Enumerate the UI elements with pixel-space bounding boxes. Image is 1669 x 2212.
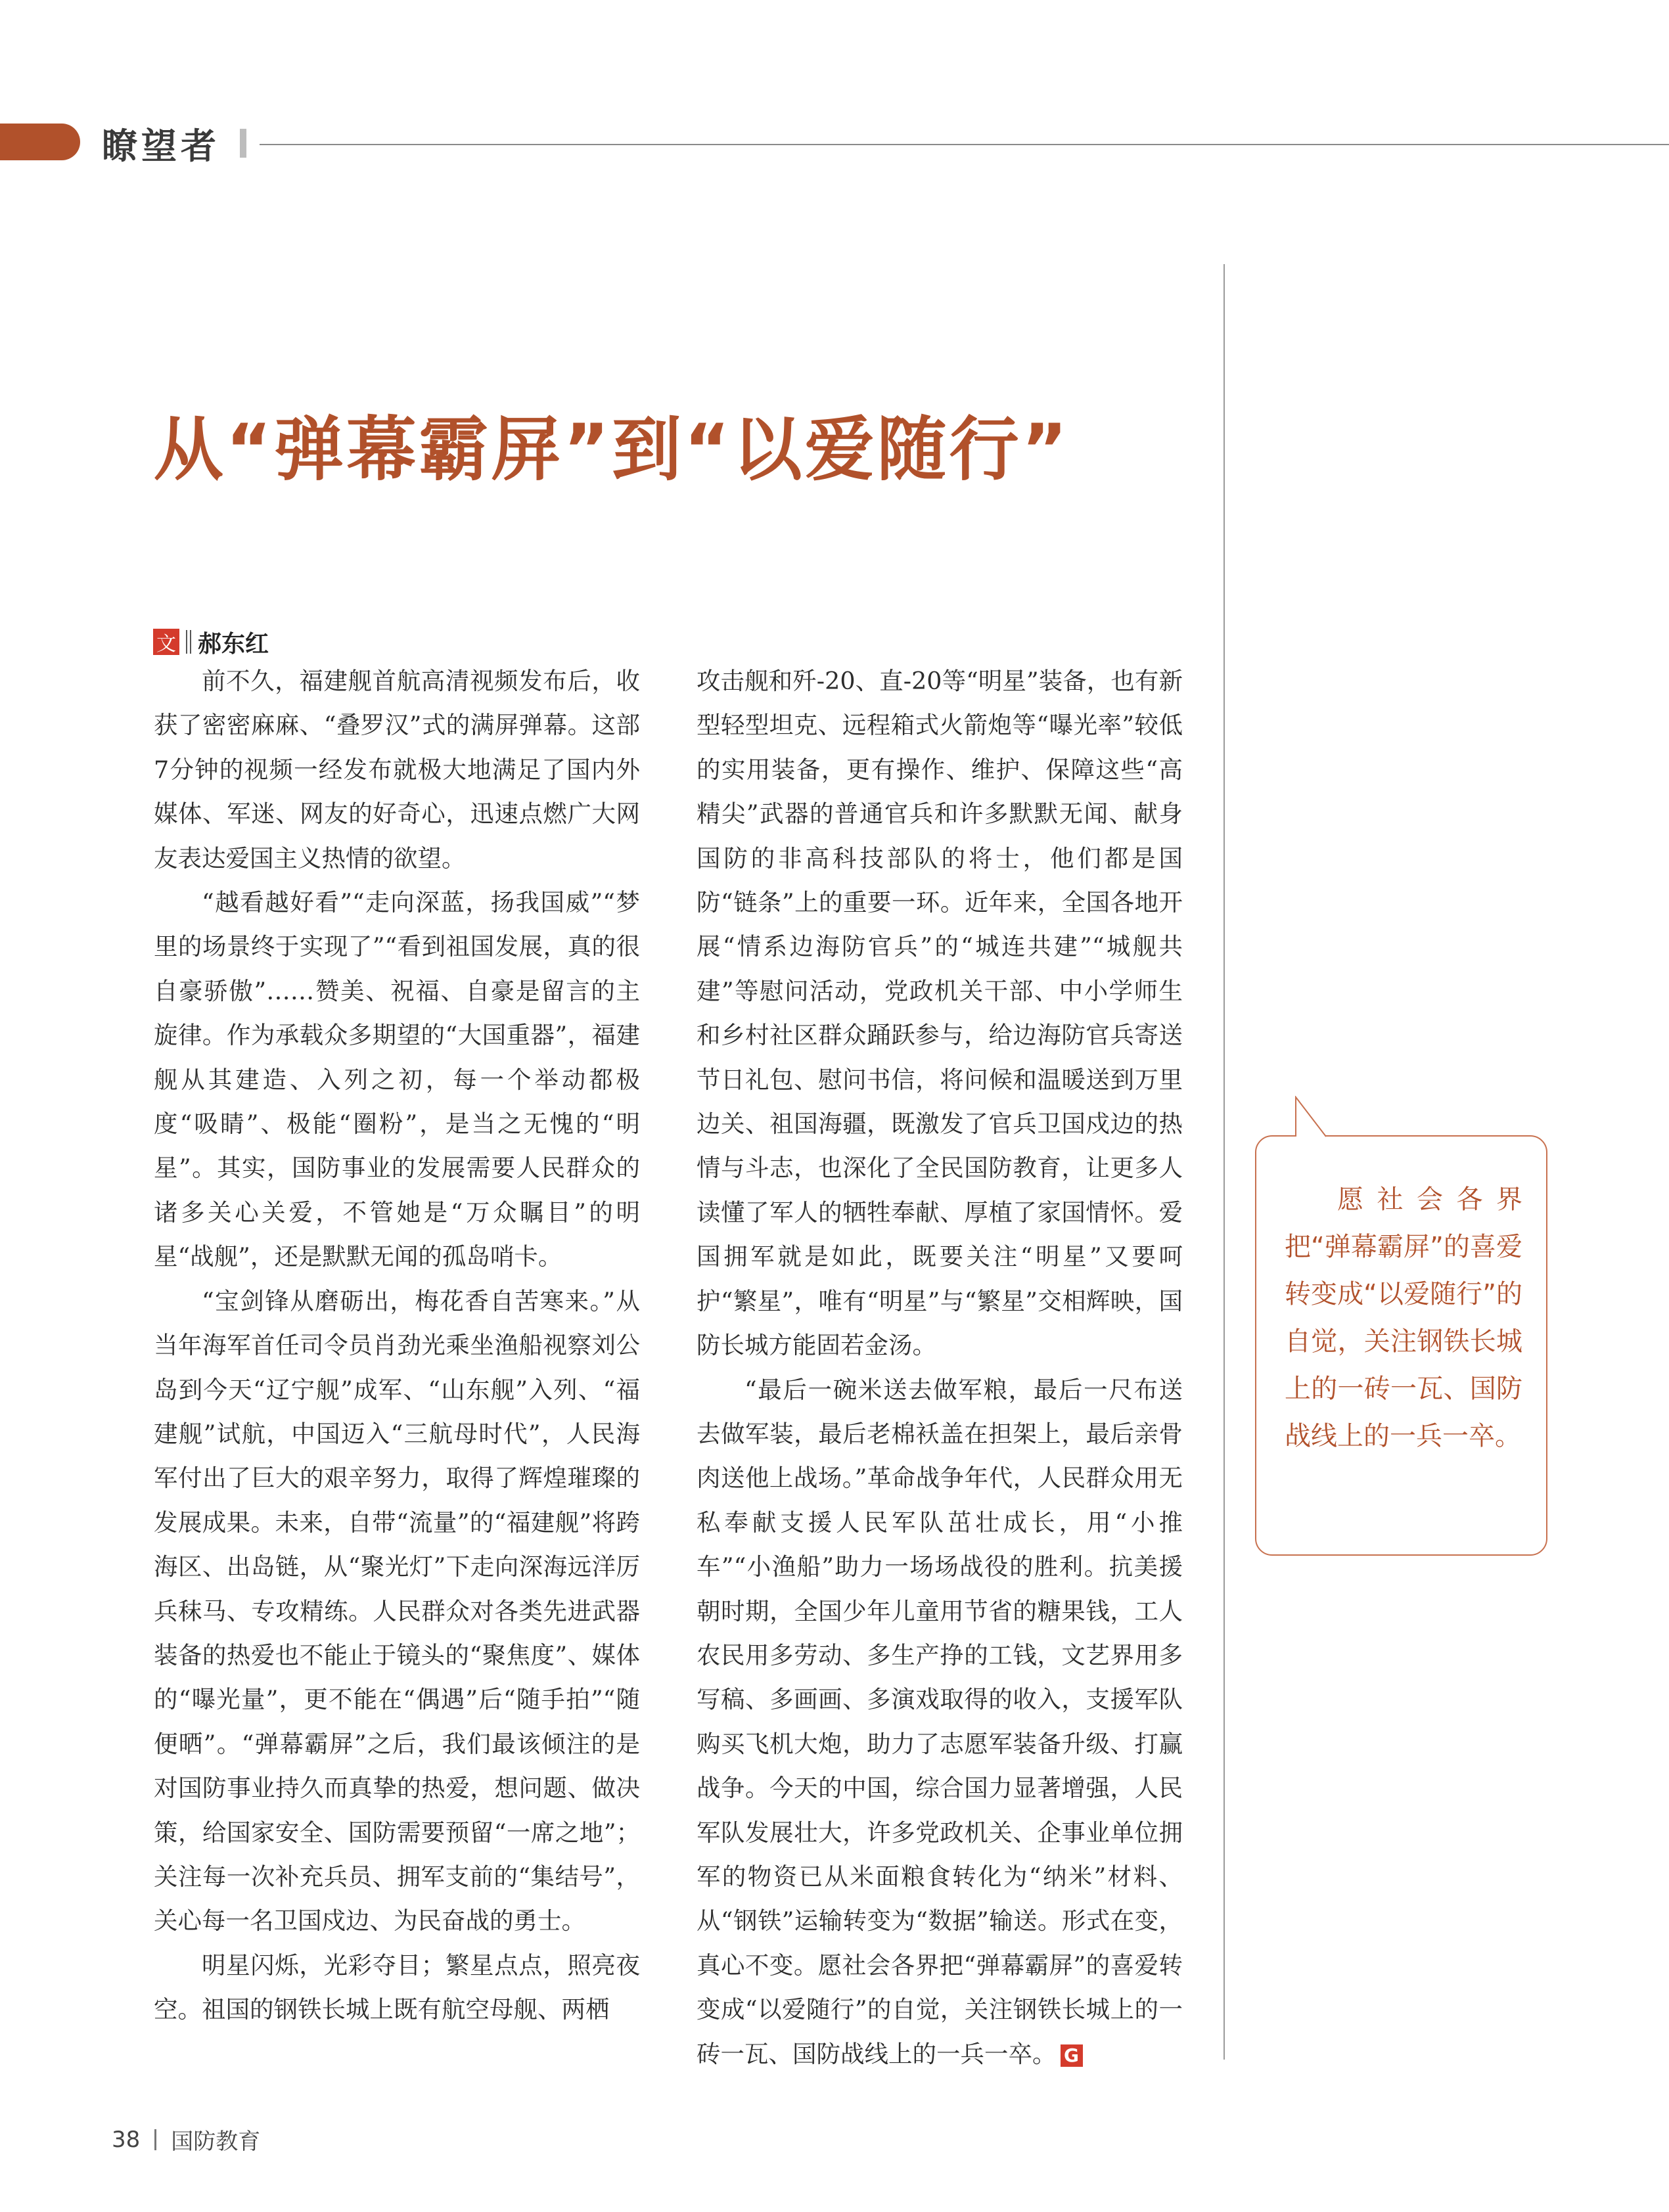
paragraph: 前不久，福建舰首航高清视频发布后，收获了密密麻麻、“叠罗汉”式的满屏弹幕。这部7分钟的视频一经发布就极大地满足了国内外媒体、军迷、网友的好奇心，迅速点燃广大网友表达爱国主义热情的欲望。 [154,667,640,872]
section-title: 瞭望者 [102,125,220,167]
paragraph-text: “最后一碗米送去做军粮，最后一尺布送去做军装，最后老棉袄盖在担架上，最后亲骨肉送他上战场。”革命战争年代，人民群众用无私奉献支援人民军队茁壮成长，用“小推车”“小渔船”助力一场场战役的胜利。抗美援朝时期，全国少年儿童用节省的糖果钱，工人农民用多劳动、多生产挣的工钱，文艺界用多写稿、多画画、多演戏取得的收入，支援军队购买飞机大炮，助力了志愿军装备升级、打赢战争。今天的中国，综合国力显著增强，人民军队发展壮大，许多党政机关、企事业单位拥军的物资已从米面粮食转化为“纳米”材料、从“钢铁”运输转变为“数据”输送。形式在变，真心不变。愿社会各界把“弹幕霸屏”的喜爱转变成“以爱随行”的自觉，关注钢铁长城上的一砖一瓦、国防战线上的一兵一卒。 [697,1375,1183,2068]
section-divider-bar [240,129,246,158]
speech-bubble-tail-icon [1294,1096,1334,1138]
author-name: 郝东红 [198,630,269,658]
section-tab-marker [0,124,80,160]
page-number: 38 [112,2126,141,2153]
magazine-name: 国防教育 [171,2129,261,2155]
paragraph: “宝剑锋从磨砺出，梅花香自苦寒来。”从当年海军首任司令员肖劲光乘坐渔船视察刘公岛到今天“辽宁舰”成军、“山东舰”入列、“福建舰”试航，中国迈入“三航母时代”，人民海军付出了巨大的艰辛努力，取得了辉煌璀璨的发展成果。未来，自带“流量”的“福建舰”将跨海区、出岛链，从“聚光灯”下走向深海远洋厉兵秣马、专攻精练。人民群众对各类先进武器装备的热爱也不能止于镜头的“聚焦度”、媒体的“曝光量”，更不能在“偶遇”后“随手拍”“随便晒”。“弹幕霸屏”之后，我们最该倾注的是对国防事业持久而真挚的热爱，想问题、做决策，给国家安全、国防需要预留“一席之地”；关注每一次补充兵员、拥军支前的“集结号”，关心每一名卫国戍边、为民奋战的勇士。 [154,1286,640,1935]
paragraph-final [697,1368,1183,2077]
column-rule [1223,264,1225,2060]
page-footer [112,2123,260,2156]
article-title: 从“弹幕霸屏”到“以爱随行” [153,409,1070,490]
byline-mark: 文 [153,629,179,655]
paragraph: 攻击舰和歼-20、直-20等“明星”装备，也有新型轻型坦克、远程箱式火箭炮等“曝光率”较低的实用装备，更有操作、维护、保障这些“高精尖”武器的普通官兵和许多默默无闻、献身国防的非高科技部队的将士，他们都是国防“链条”上的重要一环。近年来，全国各地开展“情系边海防官兵”的“城连共建”“城舰共建”等慰问活动，党政机关干部、中小学师生和乡村社区群众踊跃参与，给边海防官兵寄送节日礼包、慰问书信，将问候和温暖送到万里边关、祖国海疆，既激发了官兵卫国戍边的热情与斗志，也深化了全民国防教育，让更多人读懂了军人的牺牲奉献、厚植了家国情怀。爱国拥军就是如此，既要关注“明星”又要呵护“繁星”，唯有“明星”与“繁星”交相辉映，国防长城方能固若金汤。 [697,667,1183,1360]
body-column-right [697,659,1183,2076]
footer-separator [154,2129,156,2150]
pull-quote-text: 愿社会各界把“弹幕霸屏”的喜爱转变成“以爱随行”的自觉，关注钢铁长城上的一砖一瓦、国防战线上的一兵一卒。 [1285,1185,1522,1451]
body-column-left [154,659,640,2032]
byline [153,627,269,656]
paragraph: 明星闪烁，光彩夺目；繁星点点，照亮夜空。祖国的钢铁长城上既有航空母舰、两栖 [154,1951,640,2024]
byline-separator [186,630,191,654]
paragraph: “越看越好看”“走向深蓝，扬我国威”“梦里的场景终于实现了”“看到祖国发展，真的很自豪骄傲”……赞美、祝福、自豪是留言的主旋律。作为承载众多期望的“大国重器”，福建舰从其建造、入列之初，每一个举动都极度“吸睛”、极能“圈粉”，是当之无愧的“明星”。其实，国防事业的发展需要人民群众的诸多关心关爱，不管她是“万众瞩目”的明星“战舰”，还是默默无闻的孤岛哨卡。 [154,888,640,1271]
header-rule [260,144,1669,145]
end-mark-icon: G [1061,2044,1083,2067]
